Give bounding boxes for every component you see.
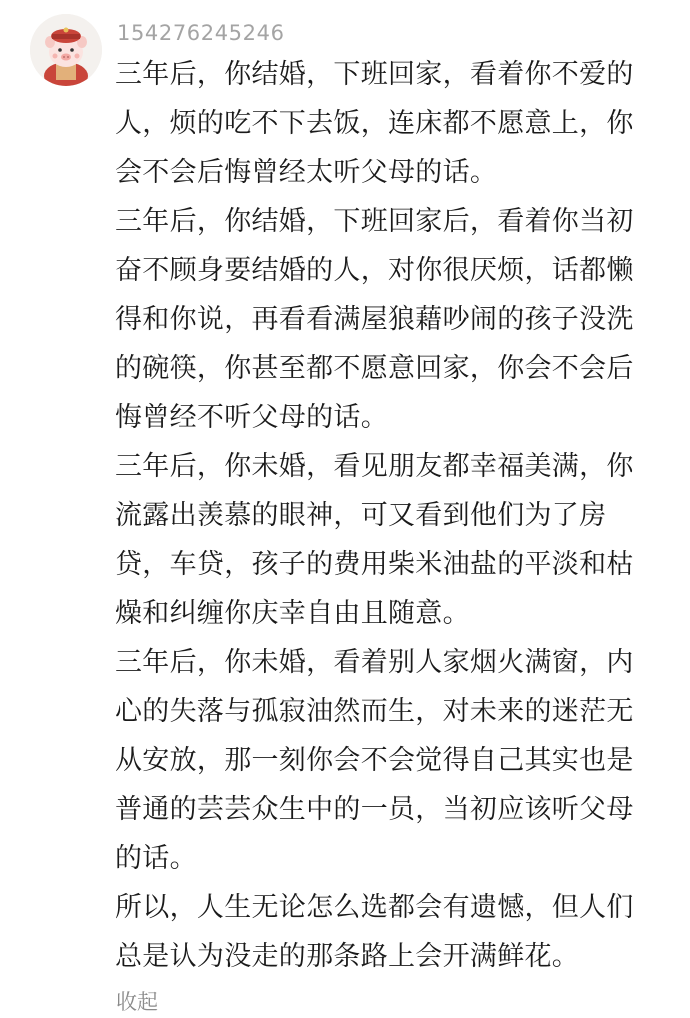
comment-paragraph: 三年后，你结婚，下班回家，看着你不爱的人，烦的吃不下去饭，连床都不愿意上，你会不会后悔曾经太听父母的话。	[115, 59, 634, 188]
comment-paragraph: 所以，人生无论怎么选都会有遗憾，但人们总是认为没走的那条路上会开满鲜花。	[115, 892, 634, 972]
comment-paragraph: 三年后，你结婚，下班回家后，看着你当初奋不顾身要结婚的人，对你很厌烦，话都懒得和你说，再看看满屋狼藉吵闹的孩子没洗的碗筷，你甚至都不愿意回家，你会不会后悔曾经不听父母的话。	[115, 206, 634, 433]
comment-body	[115, 50, 660, 981]
avatar[interactable]	[30, 14, 102, 86]
pig-chef-avatar-icon	[30, 14, 102, 86]
comment-paragraph: 三年后，你未婚，看着别人家烟火满窗，内心的失落与孤寂油然而生，对未来的迷茫无从安放，那一刻你会不会觉得自己其实也是普通的芸芸众生中的一员，当初应该听父母的话。	[115, 647, 634, 874]
collapse-button[interactable]: 收起	[116, 990, 158, 1014]
username[interactable]: 154276245246	[117, 21, 285, 45]
comment-paragraph: 三年后，你未婚，看见朋友都幸福美满，你流露出羡慕的眼神，可又看到他们为了房贷，车贷，孩子的费用柴米油盐的平淡和枯燥和纠缠你庆幸自由且随意。	[115, 451, 634, 629]
